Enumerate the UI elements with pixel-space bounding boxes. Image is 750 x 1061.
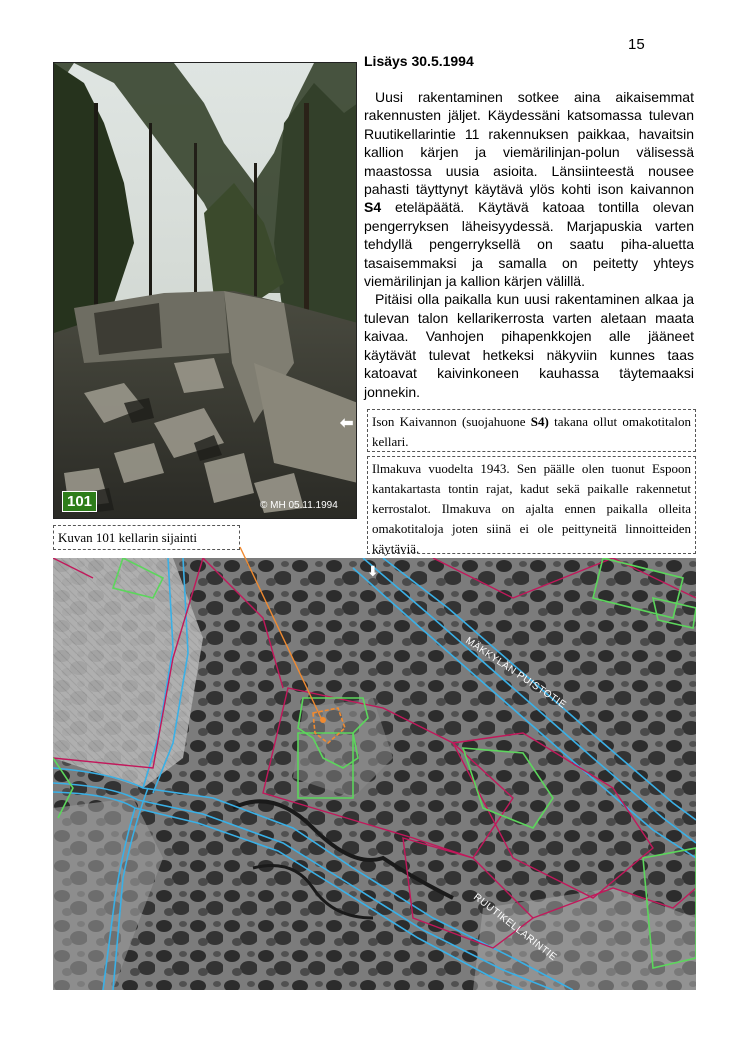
page-number: 15: [628, 36, 645, 53]
aerial-map-image: [53, 558, 696, 990]
cellar-photo: [53, 62, 357, 519]
street-label-makkylan-puistotie: MÄKKYLÄN PUISTOTIE: [463, 635, 568, 711]
photo-arrow-icon: ⬅: [340, 415, 354, 432]
photo-copyright: © MH 05.11.1994: [260, 500, 338, 511]
cellar-photo-image: [54, 63, 357, 519]
street-label-ruutikellarintie: RUUTIKELLARINTIE: [471, 891, 559, 964]
bold-ref-s4: S4: [364, 199, 382, 216]
paragraph-2: Pitäisi olla paikalla kun uusi rakentaminen alkaa ja tulevan talon kellarikerrosta varten aletaan maata kaivaa. Vanhojen pihapenkkojen alle jääneet käytävät tulevat hetkeksi näkyviin kunnes taas katoavat kaivinkoneen kauhassa täytemaaksi jonnekin.: [364, 291, 694, 400]
photo-caption: [367, 409, 696, 452]
photo-caption-bold: S4): [530, 414, 549, 429]
paragraph-1: Uusi rakentaminen sotkee aina aikaisemmat rakennusten jäljet. Käydessäni katsomassa tulevan Ruutikellarintie 11 rakennuksen paikkaa, havaitsin kallion kärjen ja viemärilinjan-polun välisessä maastossa uusia asioita. Länsiinteestä nousee pahasti täyttynyt käytävä ylös kohti ison kaivannon S4 eteläpäätä. Käytävä katoaa tontilla olevan pengerryksen läheisyydessä. Marjapuskia varten tehdyllä pengerryksellä on saatu piha-aluetta tasaisemmaksi ja samalla on peitetty yhteys viemärilinjan ja kallion kärjen välillä.: [364, 89, 694, 290]
section-heading: Lisäys 30.5.1994: [364, 53, 474, 69]
photo-number-badge: 101: [62, 491, 97, 512]
body-text: [364, 88, 694, 401]
location-caption: Kuvan 101 kellarin sijainti: [53, 525, 240, 550]
photo-caption-text: Ison Kaivannon (suojahuone: [372, 414, 531, 429]
aerial-map: [53, 558, 696, 990]
photo-caption-text-end: takana ollut omakotitalon kellari.: [372, 414, 692, 449]
north-arrow-icon: ⬇: [367, 564, 379, 580]
map-caption: Ilmakuva vuodelta 1943. Sen päälle olen tuonut Espoon kantakartasta tontin rajat, kadut sekä paikalle rakennetut kerrostalot. Ilmakuva on ajalta ennen paikalla olleita omakotitaloja joten siinä ei ole peittyneitä linnoitteiden käytäviä.: [367, 456, 696, 554]
